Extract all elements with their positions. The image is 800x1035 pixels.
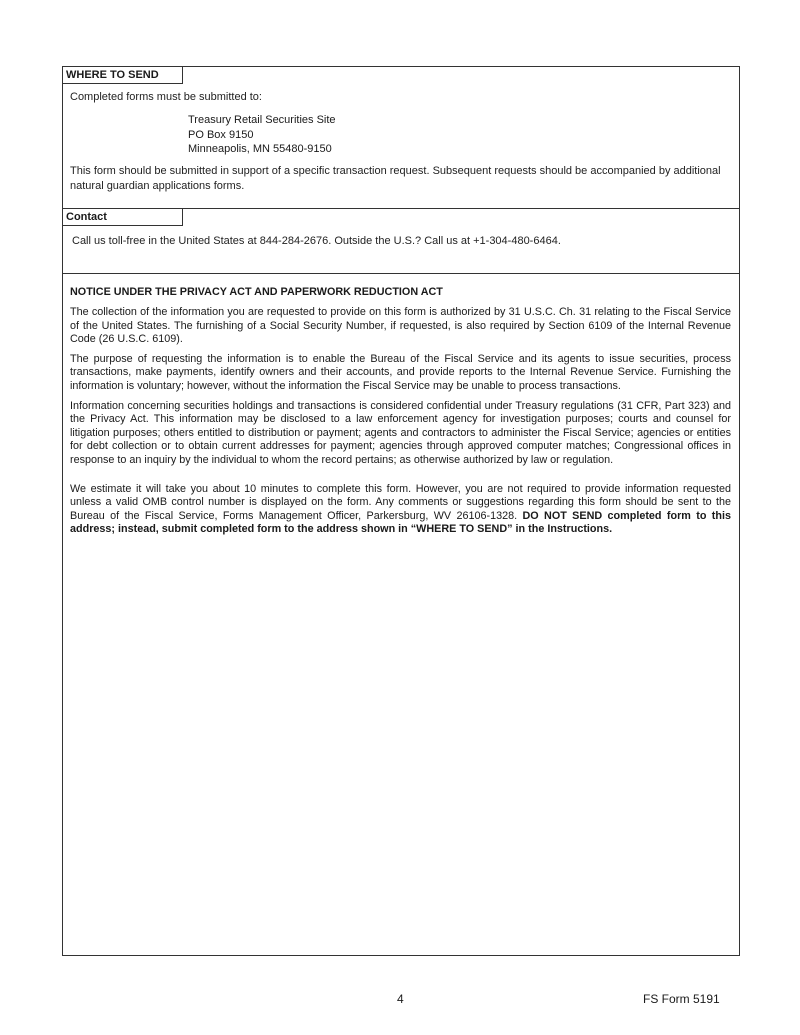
submission-note: This form should be submitted in support of a specific transaction request. Subsequent requests should be accompanied by additional natural guardian applications forms. [70, 165, 721, 192]
burden-estimate-paragraph [70, 483, 731, 537]
address-line: PO Box 9150 [188, 128, 254, 141]
do-not-send-warning: DO NOT SEND completed form to this address; instead, submit completed form to the address shown in “WHERE TO SEND” in the Instructions. [70, 509, 731, 536]
contact-section [63, 209, 739, 274]
address-line: Minneapolis, MN 55480-9150 [188, 143, 332, 155]
notice-paragraph: The collection of the information you are requested to provide on this form is authorized by 31 U.S.C. Ch. 31 relating to the Fiscal Service of the United States. The furnishing of a Social Security Number, if requested, is also required by Section 6109 of the Internal Revenue Code (26 U.S.C. 6109). [70, 306, 731, 346]
notice-body [70, 306, 731, 543]
contact-label: Contact [63, 209, 183, 226]
form-name: FS Form 5191 [643, 992, 720, 1006]
notice-paragraph: The purpose of requesting the information is to enable the Bureau of the Fiscal Service and its agents to issue securities, process transactions, make payments, identify owners and their accounts, and provide reports to the Internal Revenue Service. Furnishing the information is voluntary; however, without the information the Fiscal Service may be unable to process transactions. [70, 352, 731, 392]
where-to-send-label: WHERE TO SEND [63, 67, 183, 84]
burden-estimate-text: We estimate it will take you about 10 minutes to complete this form. However, you are not required to provide information requested unless a valid OMB control number is displayed on the form. Any comments or suggestions regarding this form should be sent to the Bureau of the Fiscal Service, Forms Management Officer, Parkersburg, WV 26106-1328. [70, 482, 731, 522]
page-number: 4 [397, 992, 404, 1006]
form-frame [62, 66, 740, 956]
privacy-notice-section [63, 274, 739, 955]
address-line: Treasury Retail Securities Site [188, 114, 336, 126]
where-to-send-section [63, 67, 739, 209]
submission-intro: Completed forms must be submitted to: [70, 91, 262, 103]
notice-title: NOTICE UNDER THE PRIVACY ACT AND PAPERWORK REDUCTION ACT [70, 286, 443, 298]
mailing-address [188, 113, 336, 157]
notice-paragraph: Information concerning securities holdings and transactions is considered confidential under Treasury regulations (31 CFR, Part 323) and the Privacy Act. This information may be disclosed to a law enforcement agency for investigation purposes; courts and counsel for litigation purposes; others entitled to distribution or payment; agents and contractors to administer the Fiscal Service; agencies or entities for debt collection or to obtain current addresses for payment; agencies through approved computer matches; Congressional offices in response to an inquiry by the individual to whom the record pertains; as otherwise authorized by law or regulation. [70, 399, 731, 466]
contact-phone-text: Call us toll-free in the United States at 844-284-2676. Outside the U.S.? Call us at +1-304-480-6464. [72, 235, 561, 247]
